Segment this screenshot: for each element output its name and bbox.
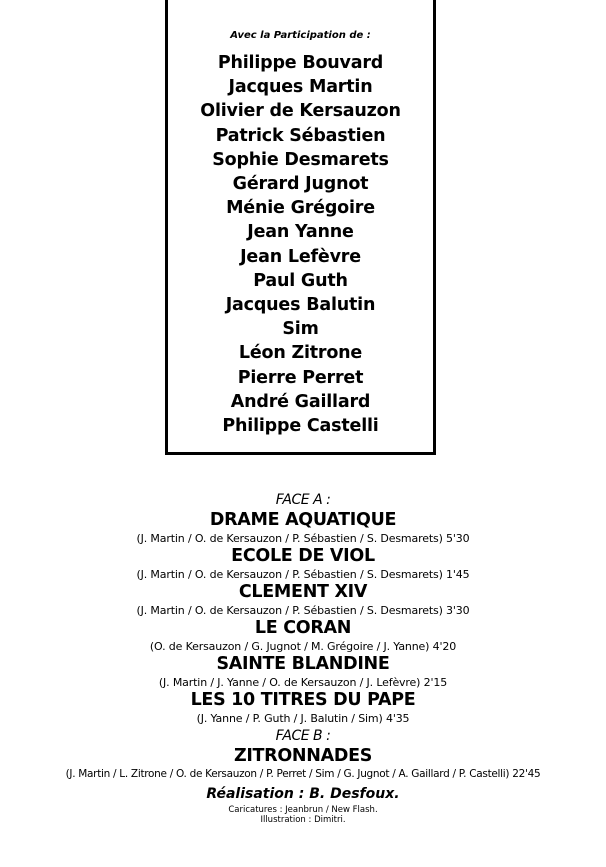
participant-name: Léon Zitrone: [238, 343, 363, 364]
track-credits: (J. Martin / O. de Kersauzon / P. Sébastien / S. Desmarets) 5'30: [136, 531, 470, 545]
caricatures-credit: Caricatures : Jeanbrun / New Flash.: [228, 805, 378, 815]
participants-list: [168, 51, 433, 438]
participant-name: Philippe Bouvard: [217, 53, 384, 73]
participant-name: Sim: [282, 319, 319, 340]
face-b-label: FACE B :: [275, 728, 331, 744]
participant-name: Gérard Jugnot: [232, 174, 369, 195]
participants-box: [165, 0, 436, 455]
participant-name: Pierre Perret: [237, 367, 364, 388]
participant-name: Olivier de Kersauzon: [200, 101, 401, 122]
track-credits: (J. Martin / O. de Kersauzon / P. Sébastien / S. Desmarets) 1'45: [136, 567, 470, 581]
track-title: DRAME AQUATIQUE: [209, 510, 397, 530]
face-a-label: FACE A :: [275, 492, 331, 508]
track-credits: (J. Martin / J. Yanne / O. de Kersauzon / J. Lefèvre) 2'15: [158, 675, 448, 689]
track-title: SAINTE BLANDINE: [216, 654, 390, 674]
participant-name: Paul Guth: [253, 270, 348, 291]
realisation-credit: Réalisation : B. Desfoux.: [206, 786, 400, 802]
participant-name: Philippe Castelli: [222, 416, 379, 437]
track-credits: (O. de Kersauzon / G. Jugnot / M. Grégoire / J. Yanne) 4'20: [149, 639, 457, 653]
track-title: LES 10 TITRES DU PAPE: [190, 690, 416, 710]
track-credits: (J. Martin / L. Zitrone / O. de Kersauzon / P. Perret / Sim / G. Jugnot / A. Gaillard / P. Castelli) 22'45: [65, 767, 541, 780]
participant-name: Jacques Balutin: [225, 295, 376, 316]
participants-intro: Avec la Participation de :: [230, 30, 371, 41]
tracklist: [0, 490, 606, 825]
participant-name: Jean Lefèvre: [240, 246, 361, 267]
participant-name: Ménie Grégoire: [226, 198, 375, 219]
track-title: ZITRONNADES: [233, 746, 373, 766]
participant-name: Patrick Sébastien: [215, 125, 386, 146]
participant-name: Jacques Martin: [228, 77, 373, 98]
illustration-credit: Illustration : Dimitri.: [260, 815, 346, 825]
track-credits: (J. Martin / O. de Kersauzon / P. Sébastien / S. Desmarets) 3'30: [136, 603, 470, 617]
track-credits: (J. Yanne / P. Guth / J. Balutin / Sim) 4'35: [196, 711, 410, 725]
participant-name: André Gaillard: [230, 391, 371, 412]
track-title: ECOLE DE VIOL: [231, 546, 375, 566]
participant-name: Sophie Desmarets: [212, 149, 389, 170]
track-title: CLEMENT XIV: [238, 582, 368, 602]
participant-name: Jean Yanne: [247, 222, 354, 243]
track-title: LE CORAN: [254, 618, 352, 638]
